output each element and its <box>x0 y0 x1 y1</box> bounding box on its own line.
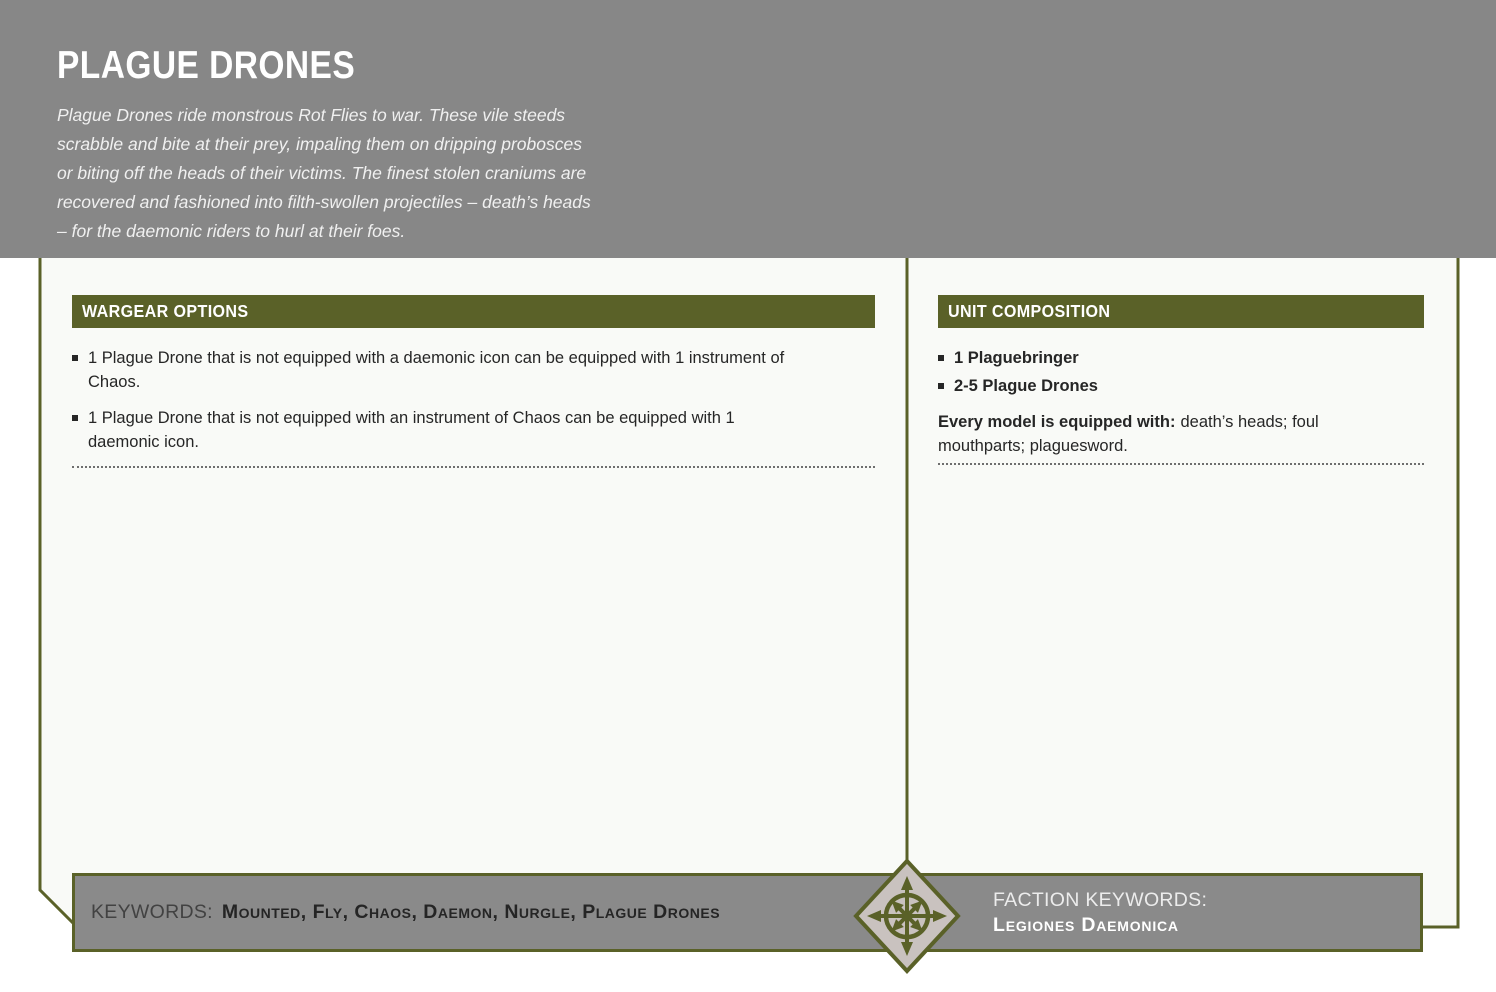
wargear-list <box>72 346 875 454</box>
faction-keywords-group <box>993 888 1207 938</box>
list-item: 1 Plaguebringer <box>938 346 1424 370</box>
keywords-label: KEYWORDS: <box>91 901 213 923</box>
flavor-line: Plague Drones ride monstrous Rot Flies to war. These vile steeds <box>57 105 566 125</box>
equipment-text <box>938 410 1383 458</box>
keywords-bar <box>72 873 1423 952</box>
page-title: PLAGUE DRONES <box>57 44 356 87</box>
equipment-label: Every model is equipped with: <box>938 413 1176 431</box>
list-item: 1 Plague Drone that is not equipped with an instrument of Chaos can be equipped with 1 daemonic icon. <box>72 406 875 454</box>
dotted-divider <box>938 463 1424 465</box>
flavor-line: or biting off the heads of their victims. The finest stolen craniums are <box>57 163 587 183</box>
wargear-section <box>72 295 875 468</box>
unit-composition-section <box>938 295 1424 465</box>
faction-keywords-value: Legiones Daemonica <box>993 913 1179 936</box>
keywords-value: Mounted, Fly, Chaos, Daemon, Nurgle, Plague Drones <box>221 901 721 923</box>
bullet-square-icon <box>938 383 944 389</box>
flavor-line: scrabble and bite at their prey, impaling them on dripping probosces <box>57 134 582 154</box>
list-item: 1 Plague Drone that is not equipped with a daemonic icon can be equipped with 1 instrument of Chaos. <box>72 346 875 394</box>
unit-composition-list <box>938 346 1424 398</box>
bullet-square-icon <box>938 355 944 361</box>
unit-composition-heading: UNIT COMPOSITION <box>938 295 1424 328</box>
bullet-square-icon <box>72 415 78 421</box>
flavor-line: – for the daemonic riders to hurl at their foes. <box>57 221 406 241</box>
equipment-value: death’s heads; foul mouthparts; plaguesword. <box>938 413 1319 455</box>
flavor-line: recovered and fashioned into filth-swollen projectiles – death’s heads <box>57 192 591 212</box>
chaos-star-icon <box>851 857 963 975</box>
keywords-group <box>91 876 720 949</box>
dotted-divider <box>72 466 875 468</box>
wargear-heading: WARGEAR OPTIONS <box>72 295 875 328</box>
bullet-square-icon <box>72 355 78 361</box>
faction-keywords-label: FACTION KEYWORDS: <box>993 888 1208 911</box>
list-item: 2-5 Plague Drones <box>938 374 1424 398</box>
